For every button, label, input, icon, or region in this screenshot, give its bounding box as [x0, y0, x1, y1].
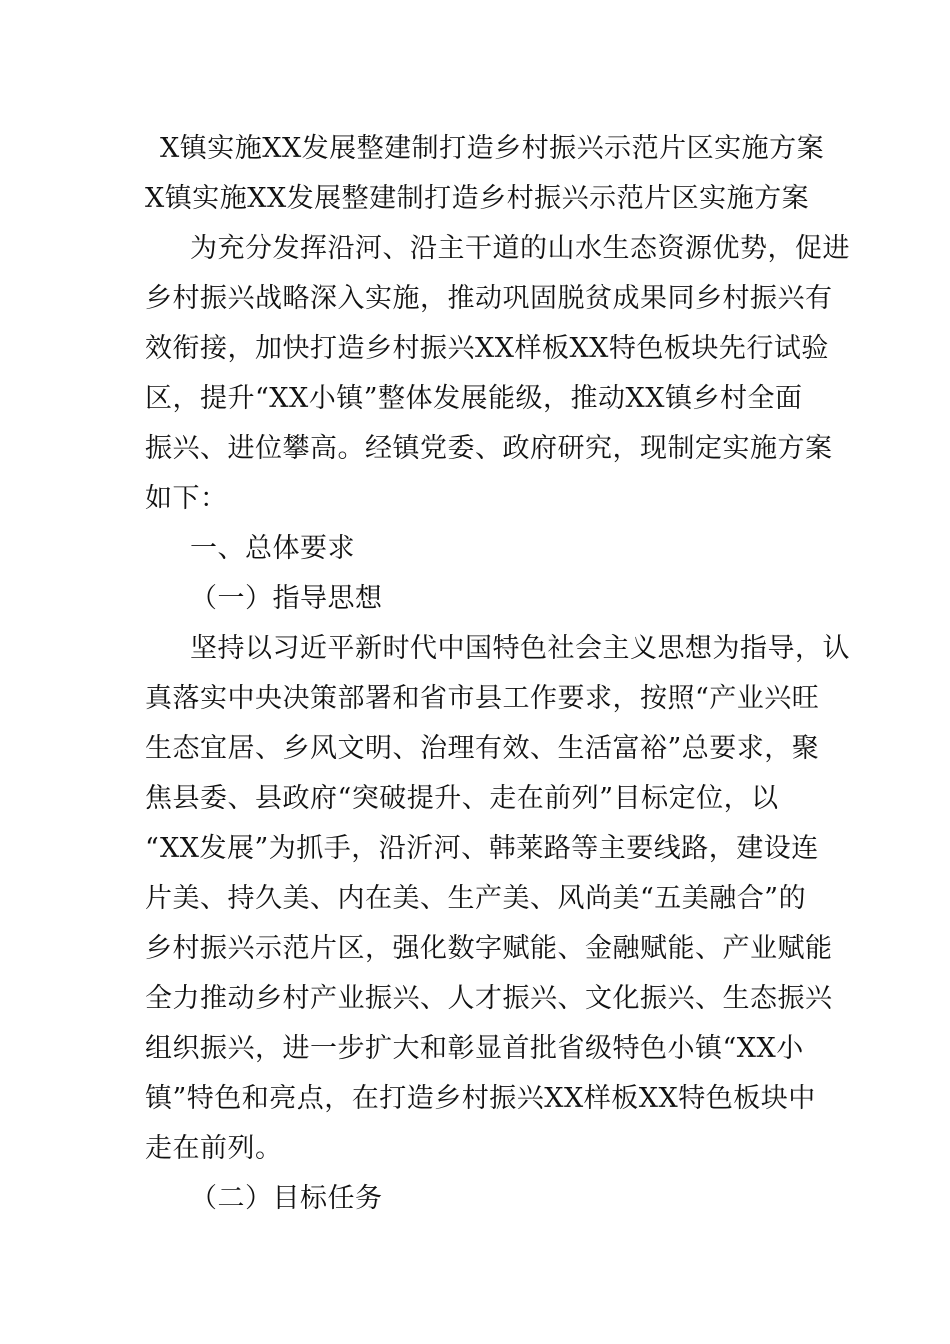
guiding-paragraph-line: 全力推动乡村产业振兴、人才振兴、文化振兴、生态振兴: [145, 983, 833, 1014]
intro-paragraph-line: 振兴、进位攀高。经镇党委、政府研究，现制定实施方案: [145, 433, 833, 464]
guiding-paragraph-line: 片美、持久美、内在美、生产美、风尚美“五美融合”的: [145, 883, 807, 914]
guiding-paragraph-line: 焦县委、县政府“突破提升、走在前列”目标定位，以: [145, 783, 779, 814]
guiding-paragraph-line: 坚持以习近平新时代中国特色社会主义思想为指导，认: [190, 633, 850, 664]
guiding-paragraph-line: “XX发展”为抓手，沿沂河、韩莱路等主要线路，建设连: [145, 833, 819, 864]
guiding-paragraph-line: 生态宜居、乡风文明、治理有效、生活富裕”总要求，聚: [145, 733, 820, 764]
guiding-paragraph-line: 镇”特色和亮点，在打造乡村振兴XX样板XX特色板块中: [145, 1083, 816, 1114]
guiding-paragraph-line: 乡村振兴示范片区，强化数字赋能、金融赋能、产业赋能: [145, 933, 833, 964]
guiding-paragraph-line: 走在前列。: [145, 1133, 283, 1164]
intro-paragraph-line: 效衔接，加快打造乡村振兴XX样板XX特色板块先行试验: [145, 333, 829, 364]
intro-paragraph-line: 为充分发挥沿河、沿主干道的山水生态资源优势，促进: [190, 233, 850, 264]
subsection-heading: （一）指导思想: [190, 583, 383, 614]
intro-paragraph-line: 乡村振兴战略深入实施，推动巩固脱贫成果同乡村振兴有: [145, 283, 833, 314]
guiding-paragraph-line: 真落实中央决策部署和省市县工作要求，按照“产业兴旺: [145, 683, 820, 714]
intro-paragraph-line: 区，提升“XX小镇”整体发展能级，推动XX镇乡村全面: [145, 383, 803, 414]
guiding-paragraph-line: 组织振兴，进一步扩大和彰显首批省级特色小镇“XX小: [145, 1033, 804, 1064]
section-heading: 一、总体要求: [190, 533, 355, 564]
intro-paragraph-line: 如下：: [145, 483, 228, 514]
subsection-heading: （二）目标任务: [190, 1183, 383, 1214]
document-title-line-1: X镇实施XX发展整建制打造乡村振兴示范片区实施方案: [160, 133, 825, 164]
document-title-line-2: X镇实施XX发展整建制打造乡村振兴示范片区实施方案: [145, 183, 810, 214]
